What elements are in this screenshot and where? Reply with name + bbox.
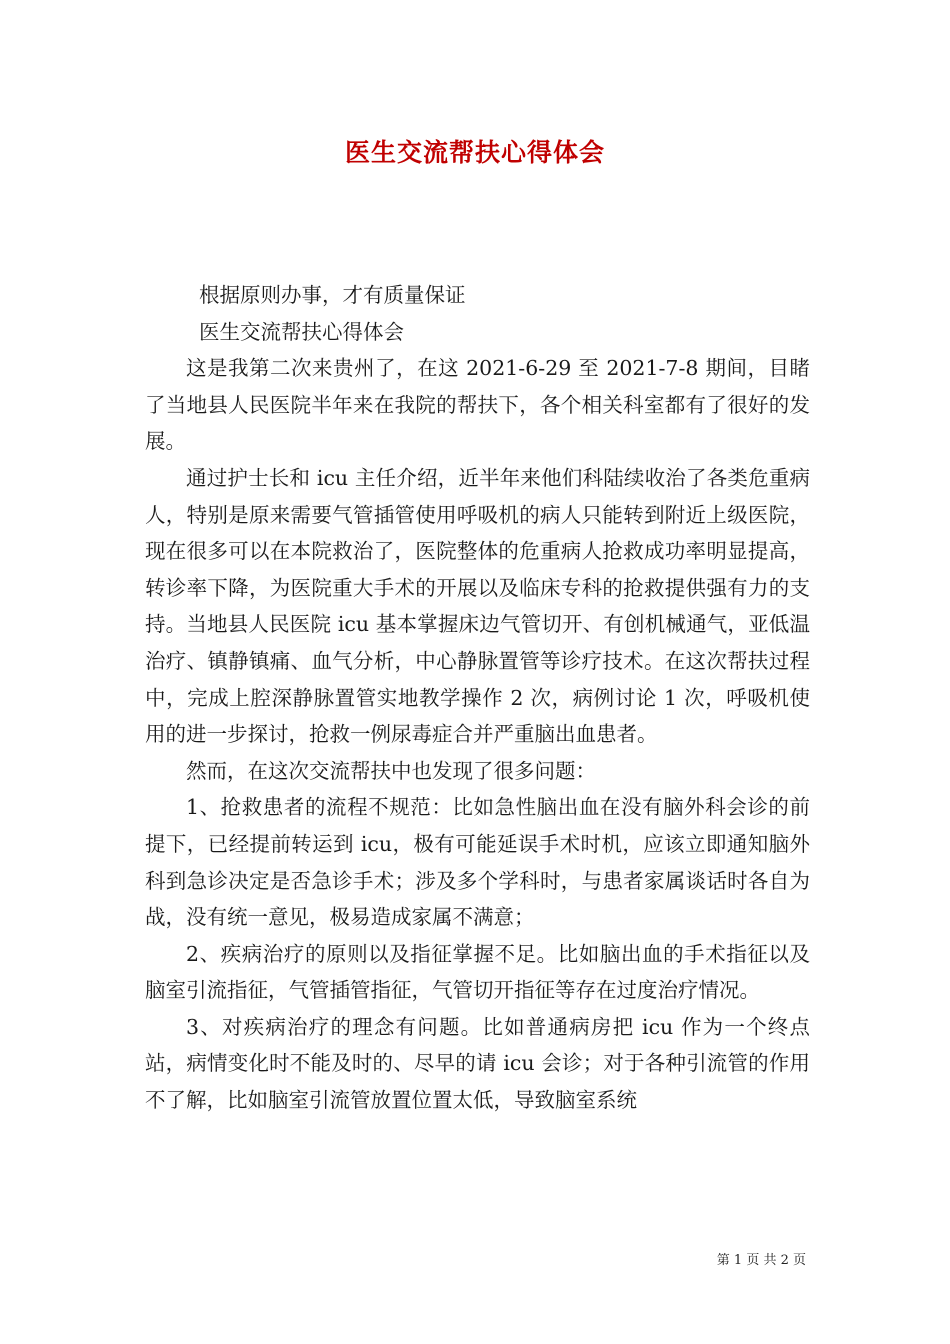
paragraph-progress: 通过护士长和 icu 主任介绍，近半年来他们科陆续收治了各类危重病人，特别是原来需要气管插管使用呼吸机的病人只能转到附近上级医院，现在很多可以在本院救治了，医院整体的危重病人抢救成功率明显提高，转诊率下降，为医院重大手术的开展以及临床专科的抢救提供强有力的支持。当地县人民医院 icu 基本掌握床边气管切开、有创机械通气，亚低温治疗、镇静镇痛、血气分析，中心静脉置管等诊疗技术。在这次帮扶过程中，完成上腔深静脉置管实地教学操作 2 次，病例讨论 1 次，呼吸机使用的进一步探讨，抢救一例尿毒症合并严重脑出血患者。 xyxy=(145,465,810,747)
document-body xyxy=(145,277,810,1119)
paragraph-problems-intro: 然而，在这次交流帮扶中也发现了很多问题： xyxy=(186,758,596,783)
paragraph-problem-1: 1、抢救患者的流程不规范：比如急性脑出血在没有脑外科会诊的前提下，已经提前转运到 icu，极有可能延误手术时机，应该立即通知脑外科到急诊决定是否急诊手术；涉及多个学科时，与患者家属谈话时各自为战，没有统一意见，极易造成家属不满意； xyxy=(145,795,810,930)
paragraph-problem-3: 3、对疾病治疗的理念有问题。比如普通病房把 icu 作为一个终点站，病情变化时不能及时的、尽早的请 icu 会诊；对于各种引流管的作用不了解，比如脑室引流管放置位置太低，导致脑室系统 xyxy=(145,1014,810,1113)
paragraph-subtitle: 医生交流帮扶心得体会 xyxy=(199,319,404,344)
paragraph-intro: 这是我第二次来贵州了，在这 2021-6-29 至 2021-7-8 期间，目睹了当地县人民医院半年来在我院的帮扶下，各个相关科室都有了很好的发展。 xyxy=(145,356,810,454)
page-number: 第 1 页 共 2 页 xyxy=(716,1253,806,1268)
paragraph-problem-2: 2、疾病治疗的原则以及指征掌握不足。比如脑出血的手术指征以及脑室引流指征，气管插管指征，气管切开指征等存在过度治疗情况。 xyxy=(145,941,810,1003)
paragraph-motto: 根据原则办事，才有质量保证 xyxy=(199,283,466,307)
page-title: 医生交流帮扶心得体会 xyxy=(344,138,605,167)
